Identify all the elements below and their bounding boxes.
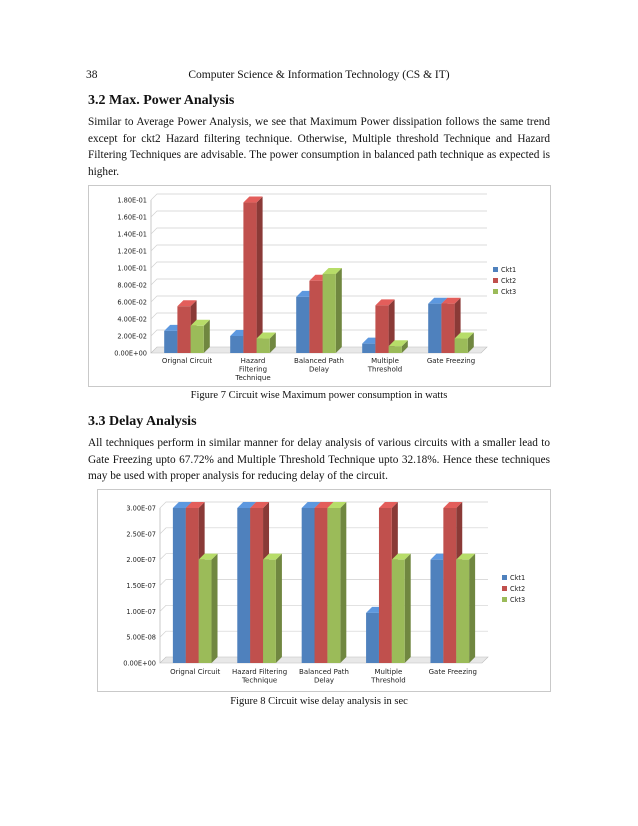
category-label-line: Multiple	[371, 357, 399, 365]
bar	[191, 326, 204, 353]
y-tick-label: 3.00E-07	[126, 504, 156, 513]
figure-8-chart	[97, 489, 551, 692]
y-tick-label: 1.50E-07	[126, 582, 156, 590]
category-label	[370, 668, 406, 685]
category-label	[234, 357, 270, 382]
max-power-paragraph: Similar to Average Power Analysis, we see that Maximum Power dissipation follows the same trend except for ckt2 Hazard filtering technique. Otherwise, Multiple threshold Technique and Hazard Filtering Techniques are advisable. The power consumption in balanced path technique as expected is higher.	[88, 116, 550, 178]
category-label	[162, 357, 212, 365]
y-tick-label: 1.40E-01	[117, 230, 147, 239]
figure-7-chart	[88, 185, 551, 387]
bar	[237, 508, 250, 663]
bar	[257, 339, 270, 353]
bar-side	[276, 554, 282, 663]
bar	[392, 560, 405, 663]
delay-paragraph: All techniques perform in similar manner for delay analysis of various circuits with a smaller lead to Gate Freezing upto 67.72% and Multiple Threshold Technique upto 32.18%. Hence these techniques may be used with proper analysis for reducing delay of the circuit.	[88, 437, 550, 482]
category-label	[232, 668, 287, 685]
bar	[441, 304, 454, 353]
legend-swatch	[502, 597, 507, 602]
legend-label: Ckt3	[510, 596, 526, 604]
section-heading-max-power: 3.2 Max. Power Analysis	[88, 93, 235, 108]
bar	[430, 560, 443, 663]
legend-swatch	[493, 289, 498, 294]
legend-label: Ckt2	[501, 277, 517, 285]
bar	[375, 305, 388, 353]
bar	[173, 508, 186, 663]
category-label	[429, 668, 477, 676]
category-label-line: Orignal Circuit	[170, 668, 221, 676]
category-label	[299, 668, 349, 685]
bar	[443, 508, 456, 663]
delay-chart	[98, 490, 550, 691]
category-label-line: Hazard Filtering	[232, 668, 288, 676]
max-power-chart	[89, 186, 550, 386]
bar	[230, 336, 243, 353]
category-label-line: Hazard	[240, 357, 266, 365]
bar-side	[405, 554, 411, 663]
bar	[327, 508, 340, 663]
category-label-line: Gate Freezing	[428, 668, 477, 676]
bar	[199, 560, 212, 663]
y-tick-label: 2.50E-07	[126, 530, 156, 539]
y-tick-label: 1.80E-01	[117, 196, 147, 205]
category-label	[367, 357, 403, 374]
running-title: Computer Science & Information Technology (CS & IT)	[188, 69, 450, 81]
y-tick-label: 0.00E+00	[114, 349, 147, 358]
bar	[455, 339, 468, 353]
category-label-line: Delay	[308, 365, 330, 374]
bar	[186, 508, 199, 663]
y-tick-label: 1.00E-01	[117, 264, 147, 273]
category-label-line: Delay	[313, 676, 335, 685]
bar-side	[469, 554, 475, 663]
gridline	[151, 228, 487, 234]
legend-label: Ckt1	[501, 266, 517, 274]
y-tick-label: 8.00E-02	[117, 281, 147, 290]
category-label-line: Orignal Circuit	[161, 357, 213, 365]
bar	[362, 344, 375, 353]
bar-side	[212, 554, 218, 663]
page-number: 38	[86, 69, 98, 81]
y-tick-label: 6.00E-02	[117, 298, 147, 307]
y-tick-label: 5.00E-08	[126, 633, 156, 642]
y-tick-label: 1.00E-07	[126, 607, 156, 616]
bar	[428, 304, 441, 353]
category-label-line: Multiple	[374, 668, 403, 676]
figure-7-caption: Figure 7 Circuit wise Maximum power consumption in watts	[190, 390, 448, 401]
bar-side	[257, 197, 263, 353]
category-label-line: Technique	[235, 374, 271, 383]
section-heading-delay: 3.3 Delay Analysis	[88, 414, 197, 429]
bar	[164, 331, 177, 353]
legend-label: Ckt2	[510, 585, 526, 593]
gridline	[151, 211, 487, 217]
bar	[250, 508, 263, 663]
legend-label: Ckt3	[501, 288, 517, 296]
bar-side	[340, 502, 346, 663]
y-tick-label: 4.00E-02	[117, 315, 147, 324]
legend-swatch	[493, 267, 498, 272]
category-label-line: Balanced Path	[299, 668, 349, 676]
bar	[243, 203, 256, 353]
category-label-line: Threshold	[371, 676, 406, 685]
y-tick-label: 0.00E+00	[123, 659, 156, 668]
bar	[302, 508, 315, 663]
bar	[177, 306, 190, 353]
legend-swatch	[502, 575, 507, 580]
bar-side	[336, 268, 342, 353]
category-label-line: Balanced Path	[294, 357, 344, 365]
bar	[323, 274, 336, 353]
category-label-line: Filtering	[238, 365, 268, 374]
bar	[296, 297, 309, 353]
bar	[456, 560, 469, 663]
bar	[315, 508, 328, 663]
bar	[366, 613, 379, 663]
bar	[309, 281, 322, 353]
category-label-line: Threshold	[367, 365, 403, 374]
legend-swatch	[502, 586, 507, 591]
bar	[389, 346, 402, 353]
gridline	[151, 245, 487, 251]
category-label	[294, 357, 344, 374]
category-label	[170, 668, 220, 676]
bar	[379, 508, 392, 663]
category-label-line: Gate Freezing	[426, 357, 476, 365]
y-tick-label: 1.20E-01	[117, 247, 147, 256]
category-label-line: Technique	[241, 676, 278, 685]
category-label	[427, 357, 475, 365]
legend-label: Ckt1	[510, 574, 526, 582]
bar	[263, 560, 276, 663]
gridline	[151, 194, 487, 200]
y-tick-label: 2.00E-07	[126, 556, 156, 565]
figure-8-caption: Figure 8 Circuit wise delay analysis in sec	[230, 696, 408, 707]
y-tick-label: 1.60E-01	[117, 213, 147, 222]
y-tick-label: 2.00E-02	[117, 332, 147, 341]
gridline	[151, 262, 487, 268]
legend-swatch	[493, 278, 498, 283]
